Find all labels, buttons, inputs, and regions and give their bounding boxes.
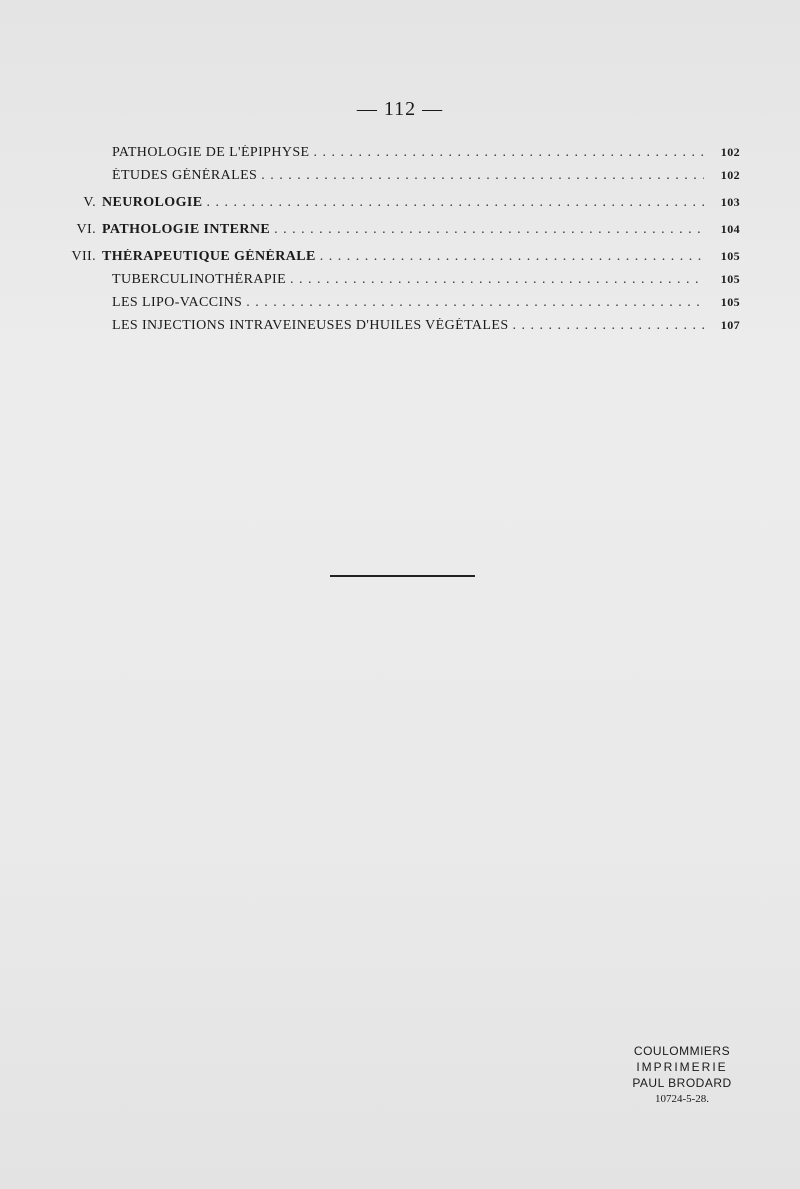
toc-section: [60, 249, 740, 272]
toc-entry: [60, 318, 740, 341]
toc-entry-title: TUBERCULINOTHÉRAPIE: [112, 272, 287, 287]
dot-leader: [261, 168, 704, 184]
imprint-city: COULOMMIERS: [633, 1044, 731, 1058]
toc-section-title: THÉRAPEUTIQUE GÉNÉRALE: [102, 249, 316, 264]
imprint-print-code: 10724-5-28.: [654, 1093, 710, 1105]
toc-entry-page: 103: [720, 195, 740, 209]
dot-leader: [513, 318, 704, 334]
imprint-printer-name: PAUL BRODARD: [632, 1076, 732, 1090]
toc-entry: [60, 168, 740, 191]
toc-entry-title: PATHOLOGIE DE L'ÉPIPHYSE: [112, 145, 310, 160]
imprint-label: IMPRIMERIE: [636, 1060, 728, 1074]
toc-section: [60, 195, 740, 218]
dot-leader: [246, 295, 704, 311]
dot-leader: [274, 222, 704, 238]
toc-section: [60, 222, 740, 245]
toc-entry: [60, 145, 740, 168]
dot-leader: [314, 145, 705, 161]
toc-entry: [60, 295, 740, 318]
toc-entry-page: 107: [720, 318, 740, 332]
toc-entry-page: 102: [720, 145, 740, 159]
toc-entry-page: 104: [720, 222, 740, 236]
printer-imprint: [610, 1043, 754, 1107]
dot-leader: [320, 249, 704, 265]
toc-entry: [60, 272, 740, 295]
page-number: — 112 —: [356, 98, 444, 120]
toc-section-title: PATHOLOGIE INTERNE: [102, 222, 271, 237]
toc-entry-title: LES LIPO-VACCINS: [112, 295, 243, 310]
toc-entry-title: LES INJECTIONS INTRAVEINEUSES D'HUILES VÉGÉTALES: [112, 318, 509, 333]
dot-leader: [206, 195, 704, 211]
section-numeral: VI.: [76, 222, 96, 237]
toc-entry-page: 105: [720, 249, 740, 263]
section-numeral: VII.: [71, 249, 96, 264]
toc-entry-page: 102: [720, 168, 740, 182]
table-of-contents: [60, 145, 740, 341]
toc-entry-page: 105: [720, 272, 740, 286]
toc-entry-page: 105: [720, 295, 740, 309]
dot-leader: [290, 272, 704, 288]
end-rule-divider: [330, 575, 475, 577]
toc-section-title: NEUROLOGIE: [102, 195, 203, 210]
section-numeral: V.: [83, 195, 96, 210]
toc-entry-title: ÉTUDES GÉNÉRALES: [112, 168, 258, 183]
